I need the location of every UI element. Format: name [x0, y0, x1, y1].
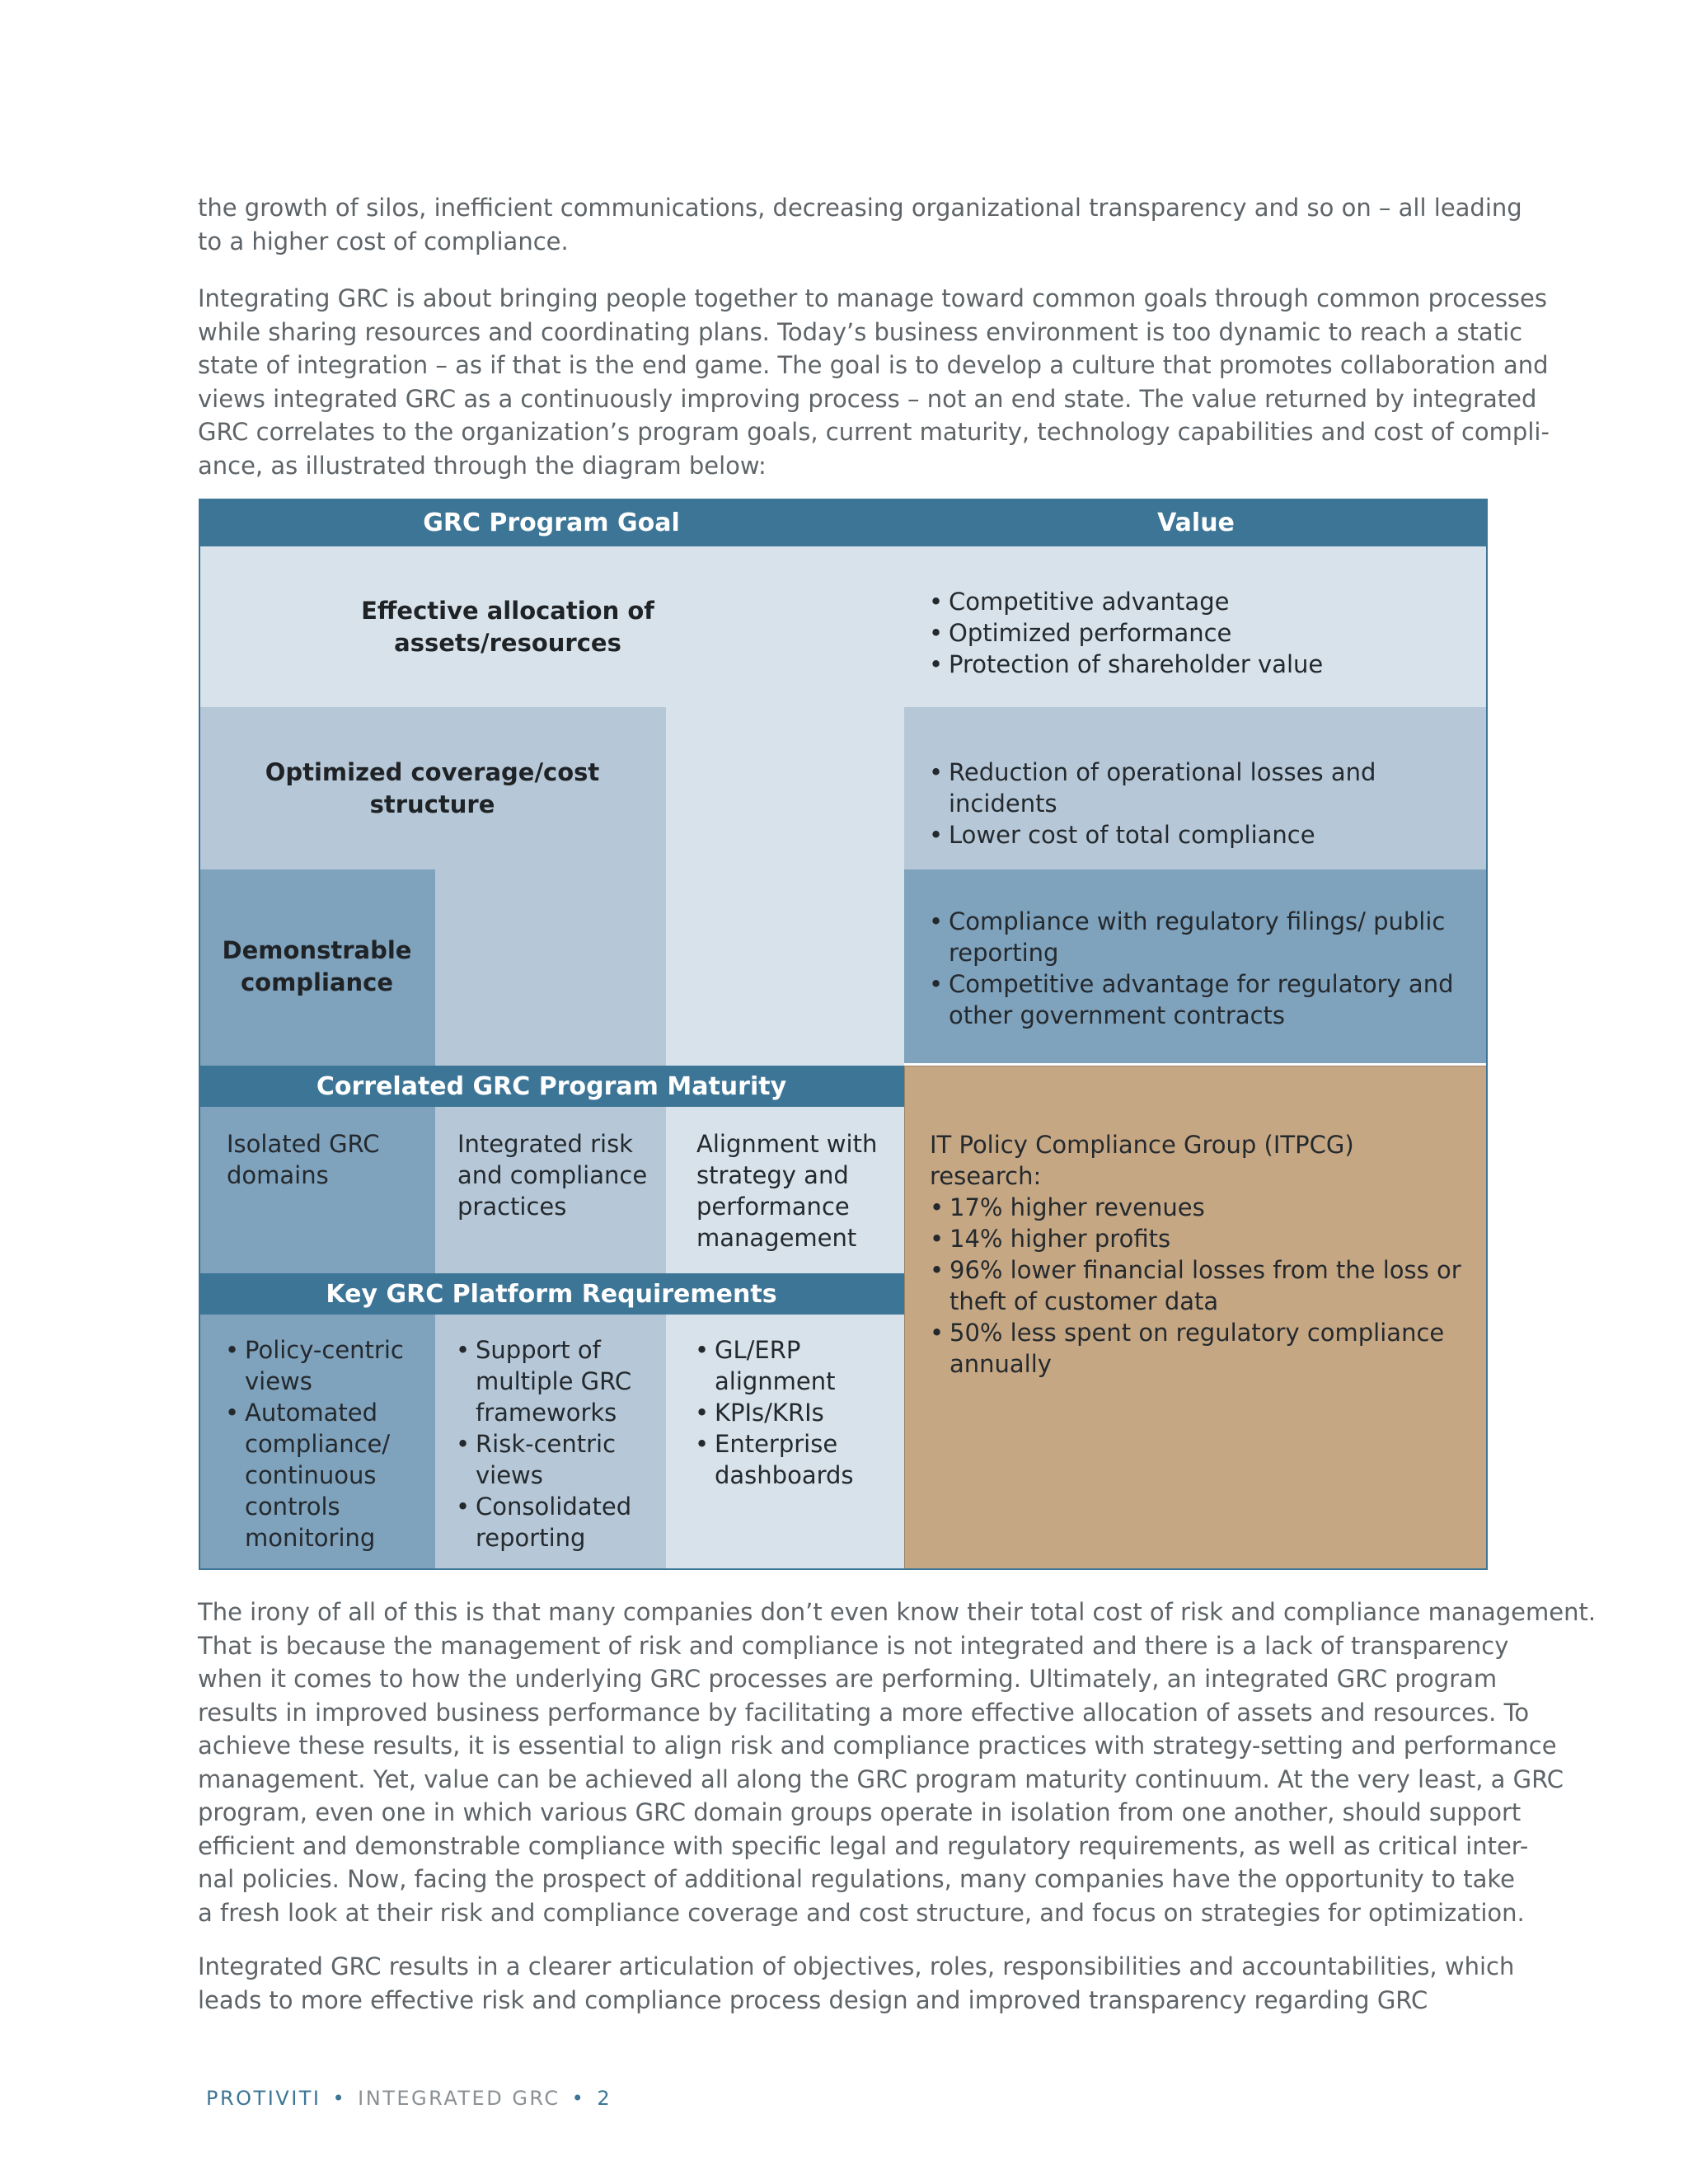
maturity-line: and compliance [457, 1161, 648, 1189]
value-item: • Protection of shareholder value [929, 649, 1468, 680]
goal-demonstrable-compliance [199, 869, 435, 1063]
maturity-line: Isolated GRC [227, 1130, 380, 1158]
text-line: a fresh look at their risk and compliance coverage and cost structure, and focus on strategies for optimization. [198, 1898, 1525, 1927]
text-line: The irony of all of this is that many companies don’t even know their total cost of risk and compliance management. [198, 1598, 1597, 1626]
goal-line: structure [369, 790, 495, 818]
paragraph-closing [198, 1950, 1515, 2017]
value-header: Value [904, 499, 1488, 546]
grc-value-diagram [199, 499, 1488, 1570]
value-item: • Competitive advantage [929, 586, 1468, 617]
research-item: • 17% higher revenues [930, 1192, 1467, 1223]
research-item: • 50% less spent on regulatory compliance annually [930, 1317, 1467, 1380]
footer-brand: PROTIVITI [206, 2087, 321, 2110]
maturity-alignment [696, 1128, 903, 1254]
requirement-item: • Policy-centric views [225, 1334, 423, 1397]
text-line: Integrating GRC is about bringing people together to manage toward common goals through common processes [198, 284, 1547, 312]
goal-optimized-coverage [248, 707, 617, 869]
goal-line: Effective allocation of assets/resources [361, 596, 654, 657]
page-number: 2 [597, 2087, 612, 2110]
goal-line: Optimized coverage/cost [265, 757, 600, 786]
requirement-item: • GL/ERP alignment [695, 1334, 893, 1397]
maturity-line: Alignment with [696, 1130, 878, 1158]
value-item: • Optimized performance [929, 617, 1468, 649]
value-box-2 [904, 707, 1488, 869]
research-item: • 14% higher profits [930, 1223, 1467, 1254]
text-line: the growth of silos, inefficient communications, decreasing organizational transparency and so on – all leading [198, 194, 1522, 222]
maturity-isolated [227, 1128, 433, 1191]
text-line: state of integration – as if that is the end game. The goal is to develop a culture that promotes collaboration and [198, 351, 1549, 379]
paragraph-irony [198, 1596, 1597, 1929]
goal-effective-allocation [248, 546, 767, 707]
text-line: Integrated GRC results in a clearer articulation of objectives, roles, responsibilities and accountabilities, which [198, 1952, 1515, 1980]
platform-header: Key GRC Platform Requirements [199, 1273, 904, 1315]
maturity-line: domains [227, 1161, 329, 1189]
requirements-col-2 [456, 1334, 654, 1554]
research-title: IT Policy Compliance Group (ITPCG) research: [930, 1131, 1354, 1190]
requirement-item: • KPIs/KRIs [695, 1397, 893, 1428]
text-line: achieve these results, it is essential to align risk and compliance practices with strategy-setting and performance [198, 1732, 1557, 1760]
maturity-integrated [457, 1128, 663, 1222]
text-line: nal policies. Now, facing the prospect of additional regulations, many companies have the opportunity to take [198, 1865, 1515, 1893]
maturity-line: practices [457, 1193, 567, 1221]
requirement-item: • Risk-centric views [456, 1428, 654, 1491]
value-box-1 [904, 546, 1488, 707]
requirement-item: • Enterprise dashboards [695, 1428, 893, 1491]
separator-dot: • [332, 2087, 347, 2110]
requirements-col-1 [225, 1334, 423, 1554]
value-item: • Lower cost of total compliance [929, 819, 1468, 851]
page-footer [206, 2087, 612, 2110]
goal-header: GRC Program Goal [199, 499, 904, 546]
text-line: ance, as illustrated through the diagram below: [198, 451, 767, 480]
text-line: when it comes to how the underlying GRC processes are performing. Ultimately, an integrated GRC program [198, 1665, 1498, 1693]
goal-line: compliance [240, 968, 394, 996]
value-item: • Competitive advantage for regulatory and other government contracts [929, 968, 1468, 1031]
requirement-item: • Support of multiple GRC frameworks [456, 1334, 654, 1428]
value-box-3 [904, 869, 1488, 1063]
value-item: • Compliance with regulatory filings/ public reporting [929, 906, 1468, 968]
research-box [904, 1066, 1488, 1570]
separator-dot: • [571, 2087, 586, 2110]
maturity-line: performance [696, 1193, 850, 1221]
requirements-col-3 [695, 1334, 893, 1491]
paragraph-intro [198, 282, 1550, 482]
text-line: views integrated GRC as a continuously improving process – not an end state. The value returned by integrated [198, 384, 1537, 413]
text-line: to a higher cost of compliance. [198, 227, 569, 255]
text-line: efficient and demonstrable compliance with specific legal and regulatory requirements, as well as critical inter- [198, 1831, 1529, 1860]
maturity-line: management [696, 1224, 857, 1252]
maturity-line: Integrated risk [457, 1130, 633, 1158]
paragraph-top [198, 191, 1522, 258]
text-line: while sharing resources and coordinating plans. Today’s business environment is too dynamic to reach a static [198, 317, 1523, 346]
requirement-item: • Automated compliance/ continuous controls monitoring [225, 1397, 423, 1554]
goal-line: Demonstrable [222, 935, 412, 964]
text-line: leads to more effective risk and compliance process design and improved transparency regarding GRC [198, 1985, 1428, 2014]
text-line: results in improved business performance by facilitating a more effective allocation of assets and resources. To [198, 1698, 1530, 1727]
value-item: • Reduction of operational losses and incidents [929, 757, 1468, 819]
maturity-header: Correlated GRC Program Maturity [199, 1066, 904, 1107]
maturity-line: strategy and [696, 1161, 849, 1189]
text-line: GRC correlates to the organization’s program goals, current maturity, technology capabilities and cost of compli- [198, 418, 1550, 446]
text-line: management. Yet, value can be achieved all along the GRC program maturity continuum. At the very least, a GRC [198, 1765, 1564, 1793]
footer-section: INTEGRATED GRC [358, 2087, 560, 2110]
requirement-item: • Consolidated reporting [456, 1491, 654, 1554]
text-line: That is because the management of risk and compliance is not integrated and there is a lack of transparency [198, 1631, 1509, 1660]
research-item: • 96% lower financial losses from the loss or theft of customer data [930, 1254, 1467, 1317]
text-line: program, even one in which various GRC domain groups operate in isolation from one another, should support [198, 1798, 1522, 1826]
